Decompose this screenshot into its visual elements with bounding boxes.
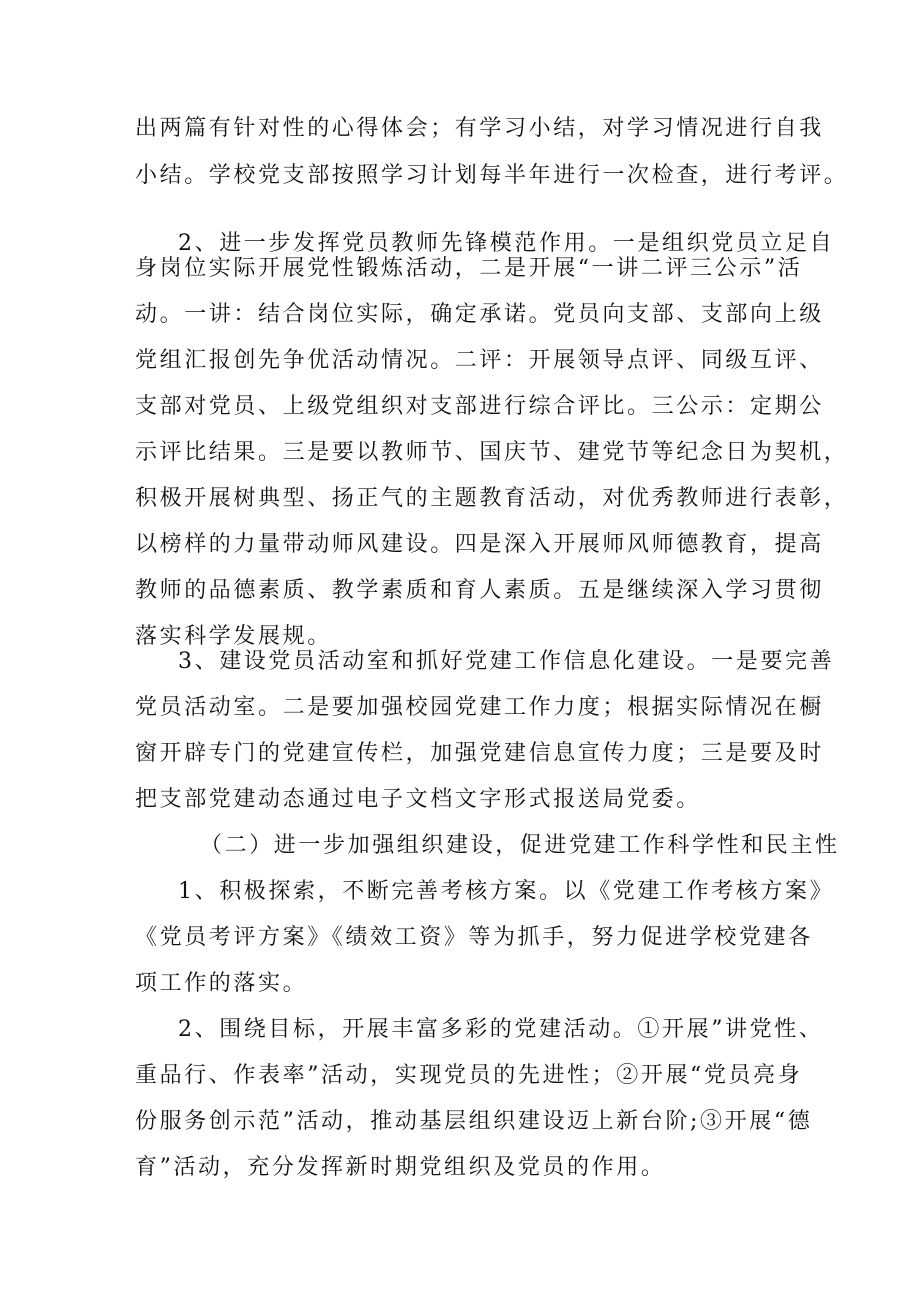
paragraph-line: 2、进一步发挥党员教师先锋模范作用。一是组织党员立足自: [178, 231, 835, 256]
paragraph-line: 动。一讲：结合岗位实际，确定承诺。党员向支部、支部向上级: [135, 302, 824, 327]
paragraph-line: 教师的品德素质、教学素质和育人素质。五是继续深入学习贯彻: [135, 578, 824, 603]
paragraph-line: 身岗位实际开展党性锻炼活动，二是开展“一讲二评三公示”活: [135, 256, 803, 281]
paragraph-line: 3、建设党员活动室和抓好党建工作信息化建设。一是要完善: [178, 649, 835, 674]
paragraph-line: 育”活动，充分发挥新时期党组织及党员的作用。: [135, 1155, 666, 1180]
paragraph-line: 小结。学校党支部按照学习计划每半年进行一次检查，进行考评。: [135, 163, 849, 188]
paragraph-line: 出两篇有针对性的心得体会；有学习小结，对学习情况进行自我: [135, 116, 824, 141]
paragraph-line: 党组汇报创先争优活动情况。二评：开展领导点评、同级互评、: [135, 348, 824, 373]
paragraph-line: 重品行、作表率”活动，实现党员的先进性；②开展“党员亮身: [135, 1063, 803, 1088]
paragraph-line: 党员活动室。二是要加强校园党建工作力度；根据实际情况在橱: [135, 695, 824, 720]
paragraph-line: 示评比结果。三是要以教师节、国庆节、建党节等纪念日为契机，: [135, 440, 849, 465]
paragraph-line: 落实科学发展规。: [135, 624, 332, 649]
paragraph-line: 《党员考评方案》《绩效工资》等为抓手，努力促进学校党建各: [135, 925, 813, 950]
paragraph-line: 项工作的落实。: [135, 971, 308, 996]
paragraph-line: 支部对党员、上级党组织对支部进行综合评比。三公示：定期公: [135, 394, 824, 419]
paragraph-line: 以榜样的力量带动师风建设。四是深入开展师风师德教育，提高: [135, 532, 824, 557]
paragraph-line: 1、积极探索，不断完善考核方案。以《党建工作考核方案》: [178, 879, 835, 904]
paragraph-line: 把支部党建动态通过电子文档文字形式报送局党委。: [135, 787, 701, 812]
paragraph-line: 份服务创示范”活动，推动基层组织建设迈上新台阶;③开展“德: [135, 1109, 813, 1134]
section-heading: （二）进一步加强组织建设，促进党建工作科学性和民主性: [200, 833, 840, 858]
paragraph-line: 积极开展树典型、扬正气的主题教育活动，对优秀教师进行表彰，: [135, 486, 849, 511]
paragraph-line: 2、围绕目标，开展丰富多彩的党建活动。①开展”讲党性、: [178, 1017, 824, 1042]
paragraph-line: 窗开辟专门的党建宣传栏，加强党建信息宣传力度；三是要及时: [135, 741, 824, 766]
